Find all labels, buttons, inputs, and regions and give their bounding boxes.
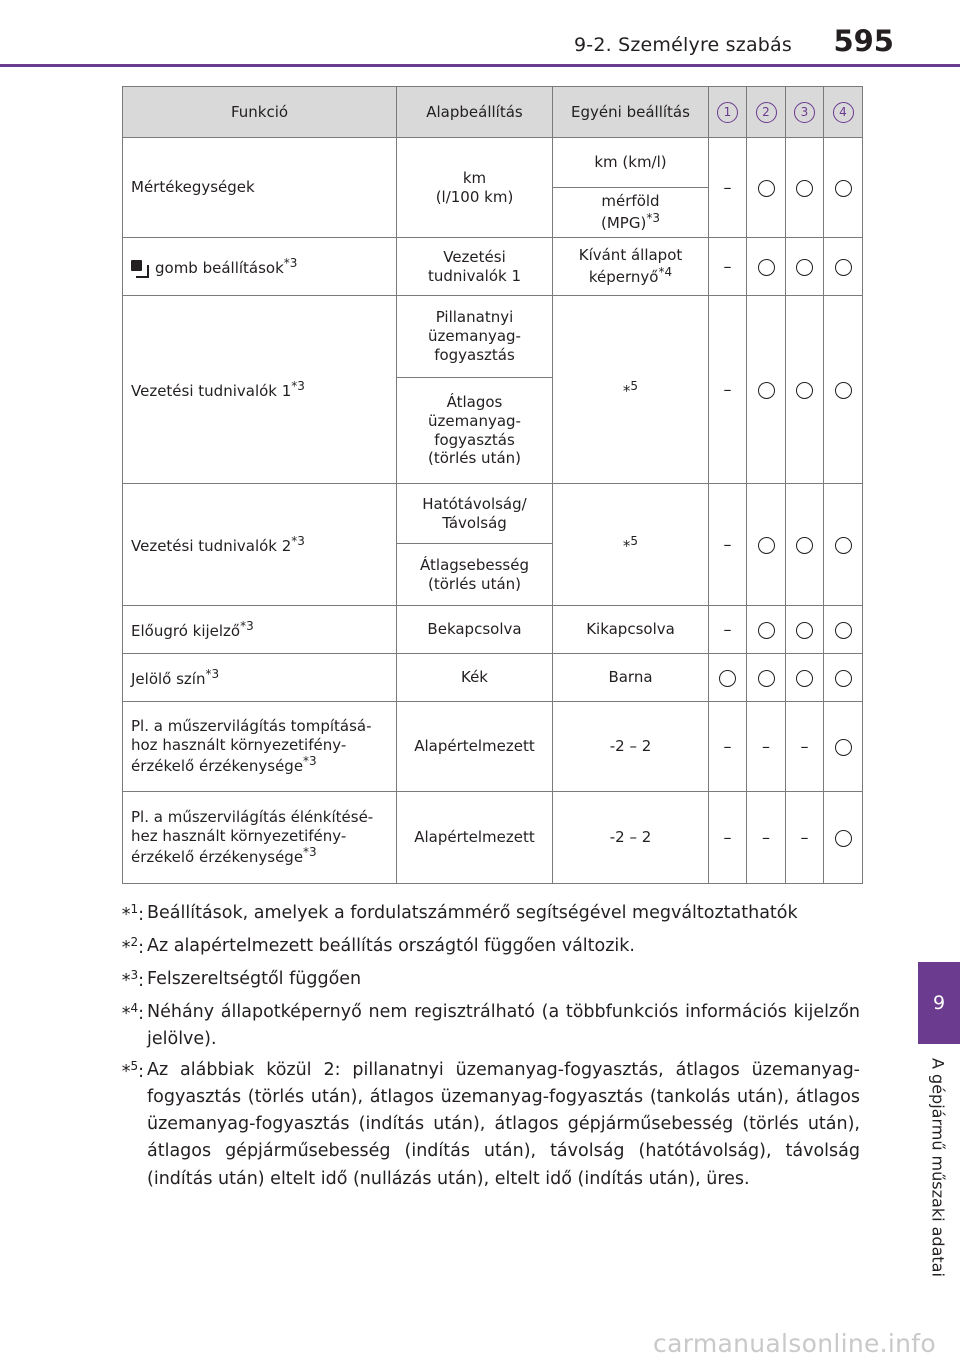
default-cell: Átlagsebesség (törlés után) [397, 544, 553, 606]
dash-mark: – [709, 702, 747, 792]
column-4-badge: 4 [833, 102, 854, 123]
function-cell: Előugró kijelző$^{*3}$ [123, 606, 397, 654]
footnote-key: *$^5$: [121, 1059, 144, 1082]
circle-mark [747, 606, 786, 654]
dash-mark: – [747, 792, 786, 884]
footnote [100, 1057, 860, 1193]
circle-mark [824, 138, 863, 238]
header-col-1 [709, 87, 747, 138]
function-cell: Vezetési tudnivalók 1$^{*3}$ [123, 296, 397, 484]
custom-cell: -2 – 2 [553, 792, 709, 884]
table-header-row [123, 87, 863, 138]
table-row [123, 792, 863, 884]
table-row [123, 702, 863, 792]
footnotes [100, 900, 860, 1197]
circle-mark [747, 238, 786, 296]
chapter-tab: 9 [918, 962, 960, 1044]
circle-mark [747, 138, 786, 238]
circle-mark [824, 238, 863, 296]
circle-mark [824, 606, 863, 654]
circle-mark [786, 606, 824, 654]
dash-mark: – [786, 792, 824, 884]
circle-mark [786, 484, 824, 606]
default-cell: Bekapcsolva [397, 606, 553, 654]
dash-mark: – [786, 702, 824, 792]
footnote-key: *$^2$: [121, 934, 144, 958]
default-cell: Hatótávolság/ Távolság [397, 484, 553, 544]
footnote-text: Beállítások, amelyek a fordulatszámmérő segítségével megváltoztathatók [147, 903, 798, 923]
dash-mark: – [709, 138, 747, 238]
dash-mark: – [709, 296, 747, 484]
table-row [123, 654, 863, 702]
dash-mark: – [709, 238, 747, 296]
chapter-title: A gépjármű műszaki adatai [928, 1058, 948, 1277]
dash-mark: – [709, 484, 747, 606]
circle-mark [824, 654, 863, 702]
default-cell: Alapértelmezett [397, 792, 553, 884]
settings-table [122, 86, 863, 884]
header-rule [0, 64, 960, 67]
table-row [123, 484, 863, 544]
table-row [123, 238, 863, 296]
function-cell: Pl. a műszervilágítás élénkítésé- hez használt környezetifény- érzékelő érzékenysége$^{*3}$ [123, 792, 397, 884]
dash-mark: – [747, 702, 786, 792]
custom-cell: km (km/l) [553, 138, 709, 188]
column-3-badge: 3 [794, 102, 815, 123]
circle-mark [786, 238, 824, 296]
header-function: Funkció [123, 87, 397, 138]
table-row [123, 606, 863, 654]
watermark: carmanualsonline.info [653, 1329, 936, 1358]
dash-mark: – [709, 606, 747, 654]
default-cell: Átlagos üzemanyag- fogyasztás (törlés után) [397, 378, 553, 484]
circle-mark [824, 296, 863, 484]
custom-cell: -2 – 2 [553, 702, 709, 792]
circle-mark [747, 484, 786, 606]
header-custom: Egyéni beállítás [553, 87, 709, 138]
footnote-key: *$^4$: [121, 1000, 144, 1024]
function-cell: Mértékegységek [123, 138, 397, 238]
function-cell: Vezetési tudnivalók 2$^{*3}$ [123, 484, 397, 606]
header-col-2 [747, 87, 786, 138]
footnote-text: Felszereltségtől függően [147, 968, 362, 989]
column-1-badge: 1 [717, 102, 738, 123]
table-row [123, 296, 863, 378]
page-number: 595 [833, 24, 894, 58]
default-cell: Kék [397, 654, 553, 702]
circle-mark [747, 654, 786, 702]
circle-mark [747, 296, 786, 484]
default-cell: km (l/100 km) [397, 138, 553, 238]
footnote-text: Az alapértelmezett beállítás országtól függően változik. [147, 935, 635, 956]
footnote [100, 933, 860, 962]
footnote [100, 999, 860, 1053]
column-2-badge: 2 [756, 102, 777, 123]
circle-mark [824, 792, 863, 884]
footnote-key: *$^3$: [121, 967, 144, 991]
header-col-3 [786, 87, 824, 138]
footnote [100, 900, 860, 929]
function-cell: Pl. a műszervilágítás tompításá- hoz használt környezetifény- érzékelő érzékenysége$^{*3}$ [123, 702, 397, 792]
circle-mark [709, 654, 747, 702]
function-cell: Jelölő szín$^{*3}$ [123, 654, 397, 702]
footnote-text: Az alábbiak közül 2: pillanatnyi üzemanyag-fogyasztás, átlagos üzemanyag-fogyasztás (törlés után), átlagos üzemanyag-fogyasztás (tankolás után), átlagos üzemanyag-fogyasztás (indítás után), átlagos gépjárműsebesség (törlés után), átlagos gépjárműsebesség (indítás után), távolság (hatótávolság), távolság (indítás után) eltelt idő (nullázás után), eltelt idő (indítás után), üres. [147, 1060, 860, 1189]
default-cell: Alapértelmezett [397, 702, 553, 792]
footnote [100, 966, 860, 995]
function-cell: gomb beállítások$^{*3}$ [123, 238, 397, 296]
custom-cell: *$^5$ [553, 484, 709, 606]
section-title: 9-2. Személyre szabás [574, 34, 792, 56]
custom-cell: Kívánt állapot képernyő$^{*4}$ [553, 238, 709, 296]
circle-mark [786, 138, 824, 238]
circle-mark [786, 654, 824, 702]
custom-cell: Kikapcsolva [553, 606, 709, 654]
table-row [123, 138, 863, 188]
header-col-4 [824, 87, 863, 138]
default-cell: Pillanatnyi üzemanyag- fogyasztás [397, 296, 553, 378]
custom-cell: *$^5$ [553, 296, 709, 484]
default-cell: Vezetési tudnivalók 1 [397, 238, 553, 296]
dash-mark: – [709, 792, 747, 884]
footnote-text: Néhány állapotképernyő nem regisztrálható (a többfunkciós információs kijelzőn jelölve). [147, 1001, 860, 1049]
circle-mark [786, 296, 824, 484]
footnote-key: *$^1$: [121, 902, 144, 925]
circle-mark [824, 702, 863, 792]
display-button-icon [131, 260, 149, 276]
custom-cell: mérföld (MPG)$^{*3}$ [553, 188, 709, 238]
custom-cell: Barna [553, 654, 709, 702]
header-default: Alapbeállítás [397, 87, 553, 138]
circle-mark [824, 484, 863, 606]
